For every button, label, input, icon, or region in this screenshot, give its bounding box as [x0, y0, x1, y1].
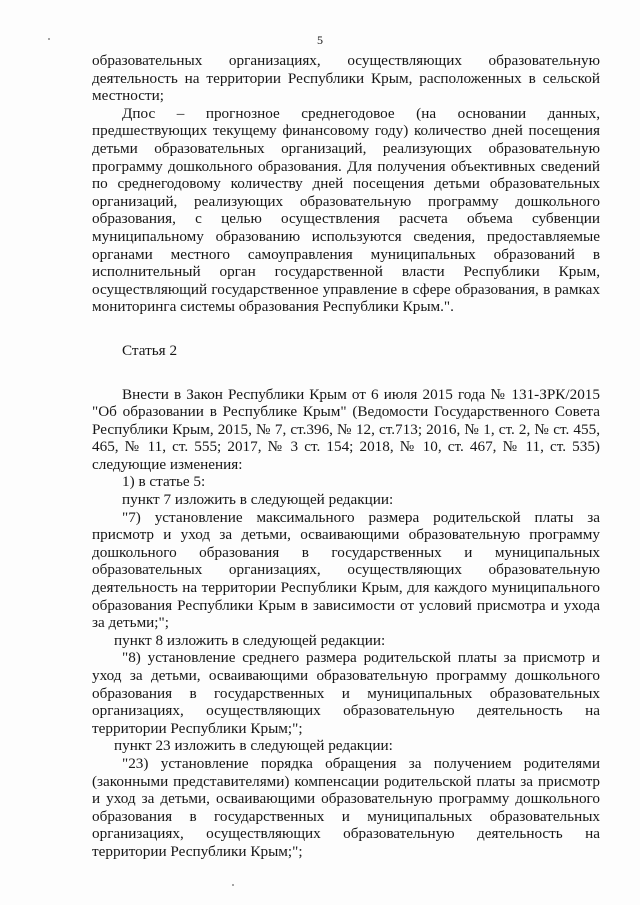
paragraph-continuation: образовательных организациях, осуществляющих образовательную деятельность на территории Республики Крым, расположенных в сельской местности;: [92, 52, 600, 105]
paragraph-amendment-intro: Внести в Закон Республики Крым от 6 июля 2015 года № 131-ЗРК/2015 "Об образовании в Республике Крым" (Ведомости Государственного Совета Республики Крым, 2015, № 7, ст.396, № 12, ст.713; 2016, № 1, ст. 2, № ст. 455, 465, № 11, ст. 555; 2017, № 3 ст. 154; 2018, № 10, ст. 467, № 11, ст. 535) следующие изменения:: [92, 385, 600, 473]
paragraph-dpos-definition: Дпос – прогнозное среднегодовое (на основании данных, предшествующих текущему финансовому году) количество дней посещения детьми образовательных организаций, реализующих образовательную программу дошкольного образования. Для получения объективных сведений по среднегодовому количеству дней посещения детьми образовательных организаций, реализующих образовательную программу дошкольного образования, с целью осуществления расчета объема субвенции муниципальному образованию используются сведения, предоставляемые органами местного самоуправления муниципальных образований в исполнительный орган государственной власти Республики Крым, осуществляющий государственное управление в сфере образования, в рамках мониторинга системы образования Республики Крым.".: [92, 104, 600, 316]
paragraph-point-23-intro: пункт 23 изложить в следующей редакции:: [114, 737, 393, 755]
list-item-article-5: 1) в статье 5:: [122, 473, 206, 491]
article-heading: Статья 2: [122, 341, 178, 359]
scan-speck: [48, 38, 50, 40]
paragraph-point-23-text: "23) установление порядка обращения за получением родителями (законными представителями) компенсации родительской платы за присмотр и уход за детьми, осваивающими образовательную программу дошкольного образования в государственных и муниципальных образовательных организациях, осуществляющих образовательную деятельность на территории Республики Крым;";: [92, 754, 600, 860]
paragraph-point-7-intro: пункт 7 изложить в следующей редакции:: [122, 491, 394, 509]
paragraph-point-7-text: "7) установление максимального размера родительской платы за присмотр и уход за детьми, осваивающими образовательную программу дошкольного образования в государственных и муниципальных образовательных организациях, осуществляющих образовательную деятельность на территории Республики Крым, для каждого муниципального образования Республики Крым в зависимости от условий присмотра и ухода за детьми;";: [92, 508, 600, 632]
scan-speck: [232, 884, 234, 886]
paragraph-point-8-intro: пункт 8 изложить в следующей редакции:: [114, 631, 386, 649]
document-body: [92, 52, 600, 861]
page-number: 5: [317, 33, 323, 47]
paragraph-point-8-text: "8) установление среднего размера родительской платы за присмотр и уход за детьми, осваивающими образовательную программу дошкольного образования в государственных и муниципальных образовательных организациях, осуществляющих образовательную деятельность на территории Республики Крым;";: [92, 649, 600, 737]
